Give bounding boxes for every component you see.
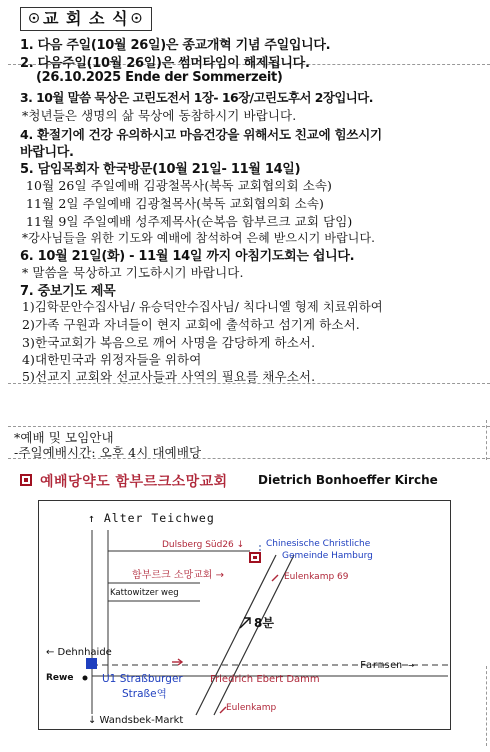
prayer-item-4: 4)대한민국과 위정자들을 위하여 bbox=[22, 352, 202, 367]
worship-time: -주일예배시간: 오후 4시 대예배당 bbox=[14, 445, 202, 460]
label-eight-min: 8분 bbox=[254, 616, 274, 630]
label-church-kr: 함부르크 소망교회 → bbox=[132, 570, 225, 581]
label-rewe: Rewe bbox=[46, 673, 74, 683]
label-u1-station: U1 Straßburger bbox=[102, 673, 183, 685]
notice-item-5-note: *강사님들을 위한 기도와 예배에 참석하여 은혜 받으시기 바랍니다. bbox=[22, 231, 376, 245]
label-u1-station-2: Straße역 bbox=[122, 688, 167, 700]
notice-item-3-note: *청년들은 생명의 삶 묵상에 동참하시기 바랍니다. bbox=[22, 108, 297, 123]
label-dulsberg: Dulsberg Süd26 ↓ bbox=[162, 540, 245, 550]
prayer-item-3: 3)한국교회가 복음으로 깨어 사명을 감당하게 하소서. bbox=[22, 335, 316, 350]
notice-item-6-note: * 말씀을 묵상하고 기도하시기 바랍니다. bbox=[22, 265, 244, 280]
label-wandsbek: ↓ Wandsbek-Markt bbox=[88, 715, 184, 726]
notice-item-5: 5. 담임목회자 한국방문(10월 21일- 11월 14일) bbox=[20, 162, 301, 177]
arrow-icon bbox=[272, 575, 278, 581]
notice-item-7: 7. 중보기도 제목 bbox=[20, 284, 116, 299]
prayer-item-2: 2)가족 구원과 자녀들이 현지 교회에 출석하고 섬기게 하소서. bbox=[22, 317, 360, 332]
notice-item-2: 2. 다음주일(10월 26일)은 썸머타임이 해제됩니다. bbox=[20, 56, 310, 71]
notice-item-4-cont: 바랍니다. bbox=[20, 145, 74, 160]
notice-item-2-detail: (26.10.2025 Ende der Sommerzeit) bbox=[36, 70, 283, 85]
label-dehnhaide: ← Dehnhaide bbox=[46, 647, 112, 658]
map-title-de: Dietrich Bonhoeffer Kirche bbox=[258, 473, 438, 487]
road-line bbox=[214, 555, 294, 715]
station-icon bbox=[86, 658, 97, 669]
label-alter-teichweg: ↑ Alter Teichweg bbox=[88, 511, 215, 525]
notice-item-1: 1. 다음 주일(10월 26일)은 종교개혁 기념 주일입니다. bbox=[20, 38, 331, 53]
guest-preacher-1: 10월 26일 주일예배 김광철목사(북독 교회협의회 소속) bbox=[26, 178, 333, 193]
page-title: ☉교 회 소 식☉ bbox=[20, 7, 152, 31]
guest-preacher-2: 11월 2일 주일예배 김광철목사(북독 교회협의회 소속) bbox=[26, 196, 324, 211]
label-farmsen: Farmsen → bbox=[360, 660, 415, 671]
label-kattowitzer: Kattowitzer weg bbox=[110, 588, 179, 598]
prayer-item-5: 5)선교지 교회와 선교사들과 사역의 필요를 채우소서. bbox=[22, 369, 316, 384]
guest-preacher-3: 11월 9일 주일예배 성주제목사(순복음 함부르크 교회 담임) bbox=[26, 214, 353, 229]
label-friedrich-ebert: Friedrich Ebert Damm bbox=[210, 674, 320, 685]
rewe-dot-icon bbox=[83, 676, 88, 681]
label-eulenkamp69: Eulenkamp 69 bbox=[284, 572, 349, 582]
label-chinese-church: Chinesische Christliche bbox=[266, 539, 371, 549]
notice-item-4: 4. 환절기에 건강 유의하시고 마음건강을 위해서도 친교에 힘쓰시기 bbox=[20, 127, 382, 142]
map-title-kr: 예배당약도 함부르크소망교회 bbox=[40, 474, 228, 490]
label-chinese-church-2: Gemeinde Hamburg bbox=[282, 551, 373, 561]
prayer-item-1: 1)김학문안수집사님/ 유승덕안수집사님/ 칙다니엘 형제 치료위하여 bbox=[22, 300, 383, 314]
notice-item-6: 6. 10월 21일(화) - 11월 14일 까지 아침기도회는 쉽니다. bbox=[20, 249, 355, 264]
worship-heading: *예배 및 모임안내 bbox=[14, 430, 114, 445]
notice-item-3: 3. 10월 말씀 묵상은 고린도전서 1장- 16장/고린도후서 2장입니다. bbox=[20, 90, 373, 105]
label-eulenkamp: Eulenkamp bbox=[226, 703, 277, 713]
